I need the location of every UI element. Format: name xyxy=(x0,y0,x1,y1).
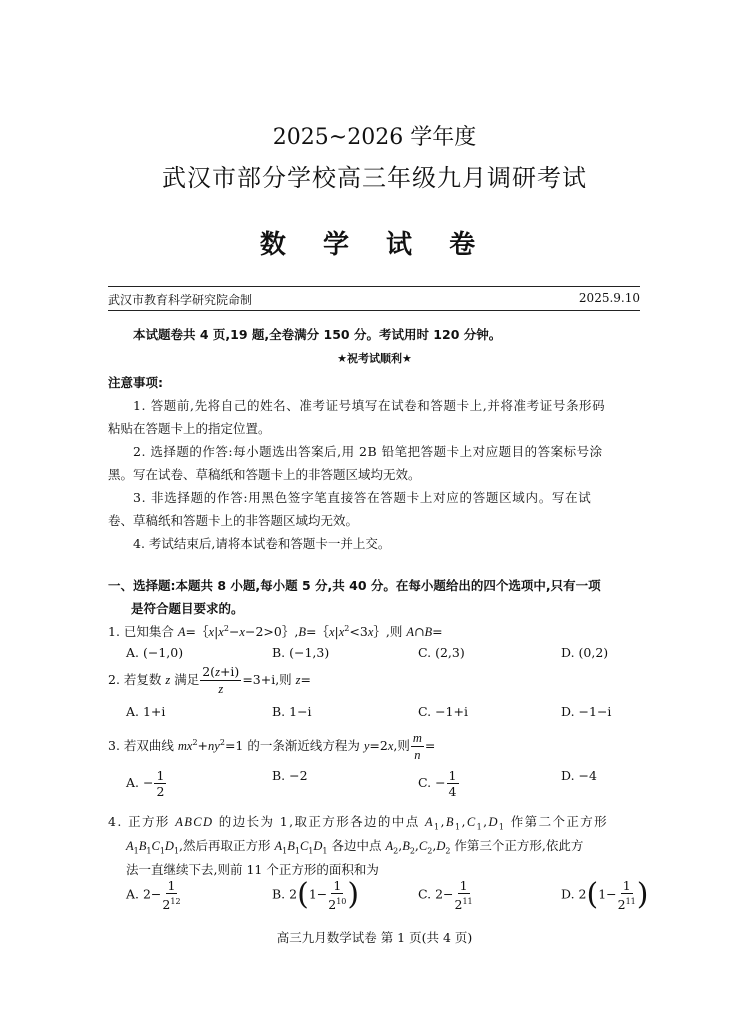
text: 2 xyxy=(156,784,165,799)
superscript: 12 xyxy=(170,897,181,906)
question-2-option-C[interactable] xyxy=(418,704,468,719)
text: =｛ xyxy=(185,624,209,639)
question-3-option-D[interactable] xyxy=(561,768,597,783)
text: =1 的一条渐近线方程为 xyxy=(224,738,364,753)
subscript: 1 xyxy=(434,822,441,832)
question-4-stem xyxy=(108,812,608,832)
text: 2 xyxy=(617,897,626,913)
math-var: z xyxy=(218,682,224,696)
text: ,则 xyxy=(393,738,410,753)
question-3-option-C[interactable] xyxy=(418,768,460,799)
numerator xyxy=(200,664,241,681)
question-1-option-C[interactable] xyxy=(418,645,465,660)
superscript: 11 xyxy=(625,897,636,906)
fraction xyxy=(455,878,473,912)
text: <3 xyxy=(349,624,368,639)
question-1-option-D[interactable] xyxy=(561,645,608,660)
big-paren: ( xyxy=(586,877,599,913)
text: 的边长为 1,取正方形各边的中点 xyxy=(213,814,425,829)
question-1-option-A[interactable] xyxy=(126,645,183,660)
math-var: x xyxy=(208,625,215,639)
text: =｛ xyxy=(305,624,329,639)
text: C. − xyxy=(418,775,446,790)
text: = xyxy=(300,672,312,687)
text: C. 2− xyxy=(418,886,454,902)
math-var: x xyxy=(218,625,224,639)
math-var: D xyxy=(488,815,499,829)
text: +i) xyxy=(219,664,240,679)
math-var: D xyxy=(164,839,174,853)
year-title: 2025~2026 学年度 xyxy=(272,125,477,150)
math-var: C xyxy=(466,815,477,829)
note-3: 3. 非选择题的作答:用黑色签字笔直接答在答题卡上对应的答题区域内。写在试 xyxy=(133,490,592,505)
subscript: 1 xyxy=(308,846,314,856)
superscript: 2 xyxy=(344,623,350,633)
superscript: 11 xyxy=(462,897,473,906)
note-2-cont: 黑。写在试卷、草稿纸和答题卡上的非答题区域均无效。 xyxy=(108,467,421,482)
text: 1 xyxy=(167,878,176,893)
question-4-stem xyxy=(126,836,583,856)
math-var: B xyxy=(298,625,306,639)
text: 2 xyxy=(328,897,337,913)
math-var: B xyxy=(445,815,455,829)
math-var: mx xyxy=(177,739,193,753)
numerator xyxy=(458,878,470,894)
numerator xyxy=(447,768,459,784)
text: C. (2,3) xyxy=(418,645,465,660)
subscript: 2 xyxy=(445,846,451,856)
math-var: B xyxy=(402,839,410,853)
big-paren: ) xyxy=(636,877,649,913)
superscript: 2 xyxy=(192,737,198,747)
math-var: C xyxy=(418,839,428,853)
section-heading: 一、选择题:本题共 8 小题,每小题 5 分,共 40 分。在每小题给出的四个选项中,只有一项 xyxy=(108,578,601,593)
text: , xyxy=(461,814,467,829)
text: 1 xyxy=(156,768,165,783)
section-heading-cont: 是符合题目要求的。 xyxy=(131,601,244,616)
fraction xyxy=(154,768,166,799)
question-2-option-D[interactable] xyxy=(561,704,611,719)
text: D. −1−i xyxy=(561,704,612,719)
text: 2 xyxy=(454,897,463,913)
subscript: 1 xyxy=(454,822,462,832)
text: ｝,则 xyxy=(373,624,407,639)
fraction xyxy=(200,664,241,697)
big-paren: ) xyxy=(347,877,360,913)
superscript: 10 xyxy=(336,897,347,906)
text: − xyxy=(228,624,240,639)
text: 1− xyxy=(308,886,328,902)
text: = xyxy=(424,738,436,753)
text: , xyxy=(398,838,403,853)
math-var: D xyxy=(313,839,323,853)
math-var: x xyxy=(338,625,345,639)
denominator xyxy=(218,681,223,697)
subject-title: 数 学 试 卷 xyxy=(259,230,490,260)
superscript: 2 xyxy=(219,737,225,747)
text: 法一直继续下去,则前 11 个正方形的面积和为 xyxy=(126,862,379,877)
math-var: z xyxy=(215,665,220,679)
fraction xyxy=(162,878,180,912)
text: 1 xyxy=(448,768,457,783)
text: 各边中点 xyxy=(327,838,386,853)
text: A. (−1,0) xyxy=(126,645,184,660)
denominator xyxy=(162,894,180,912)
math-var: y xyxy=(363,739,370,753)
text: 满足 xyxy=(170,672,200,687)
header-rule-bottom xyxy=(108,310,640,311)
subscript: 1 xyxy=(322,846,328,856)
question-3-option-A[interactable] xyxy=(126,768,167,799)
math-var: B xyxy=(138,839,147,853)
math-var: A xyxy=(385,839,394,853)
subscript: 1 xyxy=(133,846,139,856)
text: B. 1−i xyxy=(272,704,312,719)
math-var: B xyxy=(287,839,295,853)
denominator xyxy=(455,894,473,912)
fraction xyxy=(328,878,346,912)
text: | xyxy=(214,624,219,639)
text: , xyxy=(440,814,446,829)
denominator xyxy=(449,784,457,799)
question-4-stem xyxy=(126,860,379,878)
note-1-cont: 粘贴在答题卡上的指定位置。 xyxy=(108,421,271,436)
text: 作第三个正方形,依此方 xyxy=(450,838,584,853)
exam-date: 2025.9.10 xyxy=(578,291,640,305)
good-luck-wish: ★祝考试顺利★ xyxy=(337,352,412,365)
text: , xyxy=(432,838,437,853)
header-rule-top xyxy=(108,286,640,287)
question-4-option-B[interactable] xyxy=(272,878,359,912)
fraction xyxy=(411,730,424,763)
text: 4. 正方形 xyxy=(108,814,176,829)
page-footer: 高三九月数学试卷 第 1 页(共 4 页) xyxy=(276,930,473,945)
math-var: A xyxy=(126,839,134,853)
big-paren: ( xyxy=(297,877,309,913)
note-1: 1. 答题前,先将自己的姓名、准考证号填写在试卷和答题卡上,并将准考证号条形码 xyxy=(133,398,606,413)
text: 1 xyxy=(459,878,468,893)
question-4-option-D[interactable] xyxy=(561,878,649,912)
question-1-option-B[interactable] xyxy=(272,645,329,660)
math-var: C xyxy=(151,839,160,853)
math-var: ABCD xyxy=(175,815,214,829)
question-4-option-A[interactable] xyxy=(126,878,182,912)
exam-summary: 本试题卷共 4 页,19 题,全卷满分 150 分。考试用时 120 分钟。 xyxy=(133,327,502,342)
text: 1 xyxy=(622,878,631,893)
text: ,然后再取正方形 xyxy=(179,838,275,853)
math-var: B xyxy=(424,625,433,639)
question-4-option-C[interactable] xyxy=(418,878,474,912)
subscript: 2 xyxy=(427,846,433,856)
text: B. 2 xyxy=(272,886,298,902)
math-var: ny xyxy=(208,739,220,753)
subscript: 1 xyxy=(173,846,180,856)
text: A. − xyxy=(126,775,154,790)
math-var: A xyxy=(425,815,435,829)
note-3-cont: 卷、草稿纸和答题卡上的非答题区域均无效。 xyxy=(108,513,359,528)
denominator xyxy=(414,747,420,763)
denominator xyxy=(618,894,636,912)
text: =3+i,则 xyxy=(242,672,296,687)
math-var: A xyxy=(177,625,186,639)
math-var: z xyxy=(165,673,171,687)
subscript: 1 xyxy=(476,822,484,832)
exam-title: 武汉市部分学校高三年级九月调研考试 xyxy=(162,164,587,192)
math-var: x xyxy=(387,739,394,753)
text: | xyxy=(334,624,339,639)
text: =2 xyxy=(369,738,388,753)
text: A. 1+i xyxy=(126,704,166,719)
text: D. −4 xyxy=(561,768,597,783)
note-2: 2. 选择题的作答:每小题选出答案后,用 2B 铅笔把答题卡上对应题目的答案标号涂 xyxy=(133,444,603,459)
numerator xyxy=(154,768,166,784)
question-3-stem xyxy=(108,730,435,763)
notes-title: 注意事项: xyxy=(108,375,163,390)
numerator xyxy=(411,730,424,747)
text: D. 2 xyxy=(561,886,587,902)
subscript: 2 xyxy=(409,846,415,856)
text: 1 xyxy=(333,878,342,893)
text: 4 xyxy=(448,784,457,799)
text: 2( xyxy=(202,664,216,679)
text: = xyxy=(432,624,443,639)
subscript: 1 xyxy=(282,846,288,856)
math-var: z xyxy=(295,673,301,687)
text: 3. 若双曲线 xyxy=(108,738,178,753)
math-var: A xyxy=(406,625,414,639)
question-2-option-B[interactable] xyxy=(272,704,312,719)
question-1-stem xyxy=(108,622,443,640)
question-2-stem xyxy=(108,664,311,697)
math-var: m xyxy=(412,731,422,745)
text: 2 xyxy=(162,897,171,913)
note-4: 4. 考试结束后,请将本试卷和答题卡一并上交。 xyxy=(133,536,391,551)
text: 2. 若复数 xyxy=(108,672,166,687)
math-var: D xyxy=(436,839,446,853)
text: , xyxy=(414,838,419,853)
fraction xyxy=(447,768,459,799)
math-var: n xyxy=(414,748,421,762)
text: B. −2 xyxy=(272,768,308,783)
text: −2>0｝, xyxy=(244,624,299,639)
issuer: 武汉市教育科学研究院命制 xyxy=(108,293,253,307)
text: 1− xyxy=(598,886,617,902)
denominator xyxy=(156,784,164,799)
denominator xyxy=(328,894,346,912)
math-var: x xyxy=(367,625,374,639)
text: + xyxy=(197,738,209,753)
question-3-option-B[interactable] xyxy=(272,768,308,783)
subscript: 1 xyxy=(498,822,506,832)
text: A. 2− xyxy=(126,886,162,902)
text: , xyxy=(483,814,489,829)
numerator xyxy=(621,878,633,894)
text: ∩ xyxy=(413,624,425,639)
text: D. (0,2) xyxy=(561,645,609,660)
math-var: x xyxy=(328,625,335,639)
superscript: 2 xyxy=(223,623,229,633)
text: B. (−1,3) xyxy=(272,645,330,660)
math-var: C xyxy=(299,839,309,853)
text: 1. 已知集合 xyxy=(108,624,178,639)
math-var: A xyxy=(274,839,283,853)
question-2-option-A[interactable] xyxy=(126,704,165,719)
text: C. −1+i xyxy=(418,704,468,719)
numerator xyxy=(331,878,343,894)
subscript: 1 xyxy=(146,846,152,856)
math-var: x xyxy=(239,625,245,639)
numerator xyxy=(166,878,178,894)
subscript: 1 xyxy=(294,846,300,856)
subscript: 2 xyxy=(393,846,399,856)
fraction xyxy=(618,878,636,912)
subscript: 1 xyxy=(159,846,165,856)
text: 作第二个正方形 xyxy=(505,814,609,829)
